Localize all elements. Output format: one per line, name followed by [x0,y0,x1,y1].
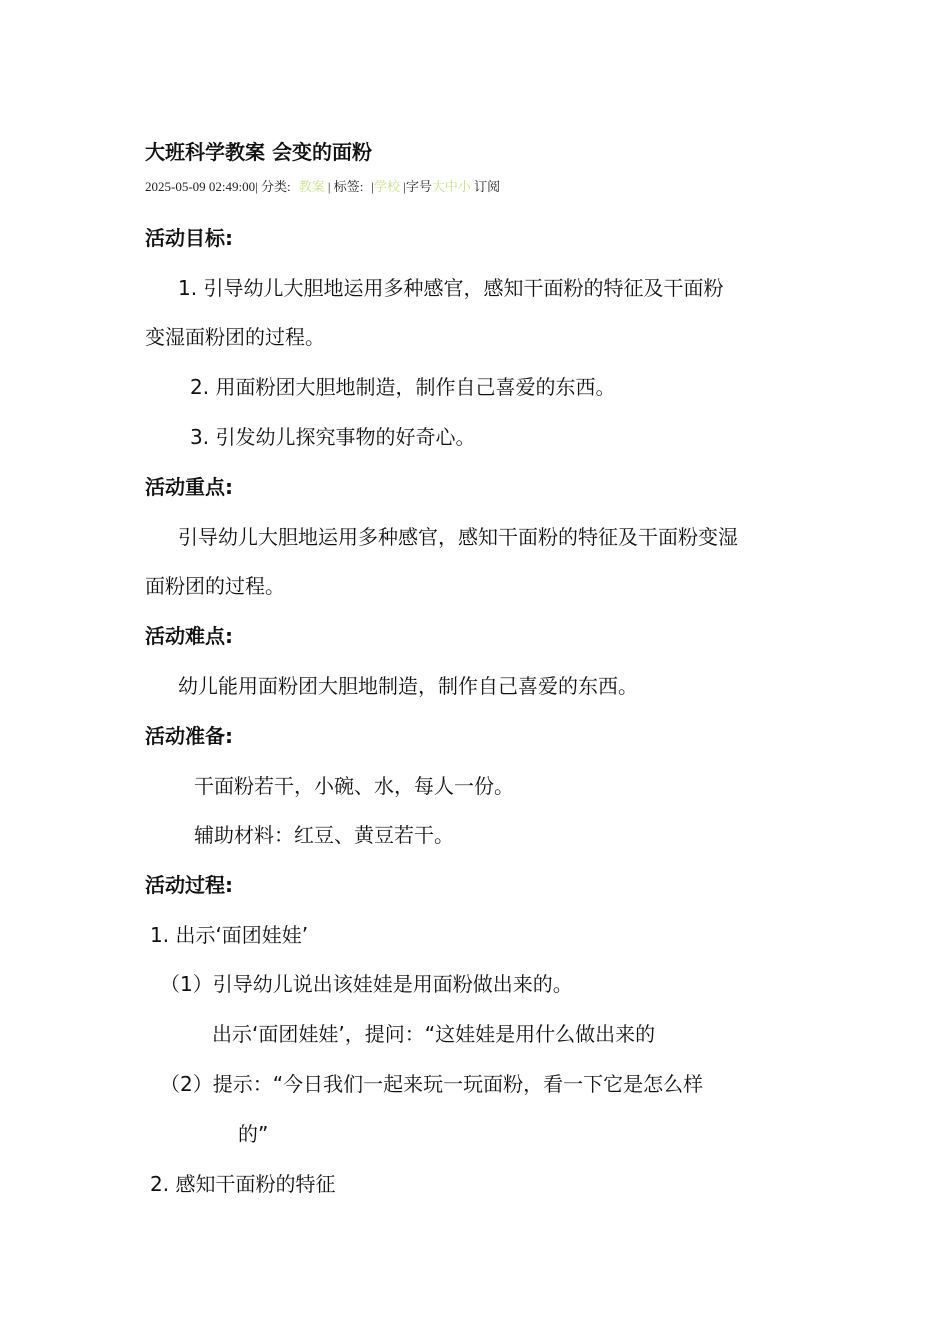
prep-item-2: 辅助材料：红豆、黄豆若干。 [194,823,454,847]
post-datetime: 2025-05-09 02:49:00 [145,179,256,194]
font-size-small-link[interactable]: 小 [457,179,471,194]
focus-line-2: 面粉团的过程。 [145,574,285,598]
tag-link[interactable]: 学校 [373,179,400,194]
goals-heading: 活动目标: [145,226,233,250]
category-label: | 分类: [255,179,291,194]
difficulty-text: 幼儿能用面粉团大胆地制造，制作自己喜爱的东西。 [178,674,638,698]
subscribe-link[interactable]: 订阅 [474,179,501,194]
step-1-2-line-2: 的” [238,1122,269,1146]
process-heading: 活动过程: [145,873,233,897]
step-1-1-detail: 出示‘面团娃娃’，提问：“这娃娃是用什么做出来的 [212,1022,656,1046]
font-size-large-link[interactable]: 大 [431,179,445,194]
goal-1-line-1: 1. 引导幼儿大胆地运用多种感官，感知干面粉的特征及干面粉 [178,276,724,300]
step-2: 2. 感知干面粉的特征 [150,1172,336,1196]
step-1-2-line-1: （2）提示：“今日我们一起来玩一玩面粉，看一下它是怎么样 [160,1072,704,1096]
difficulty-heading: 活动难点: [145,624,233,648]
step-1: 1. 出示‘面团娃娃’ [150,923,309,947]
goal-2: 2. 用面粉团大胆地制造，制作自己喜爱的东西。 [190,375,616,399]
focus-heading: 活动重点: [145,475,233,499]
font-size-medium-link[interactable]: 中 [444,179,458,194]
goal-1-line-2: 变湿面粉团的过程。 [145,325,325,349]
goal-3: 3. 引发幼儿探究事物的好奇心。 [190,425,476,449]
focus-line-1: 引导幼儿大胆地运用多种感官，感知干面粉的特征及干面粉变湿 [178,525,738,549]
step-1-1: （1）引导幼儿说出该娃娃是用面粉做出来的。 [160,972,573,996]
prep-item-1: 干面粉若干，小碗、水，每人一份。 [194,774,514,798]
tags-separator: | [371,179,374,194]
category-link[interactable]: 教案 [298,179,325,194]
prep-heading: 活动准备: [145,724,233,748]
document-title: 大班科学教案 会变的面粉 [145,140,372,164]
font-size-label: |字号 [403,179,432,194]
tags-label: | 标签: [327,179,364,194]
meta-bar [145,178,500,196]
